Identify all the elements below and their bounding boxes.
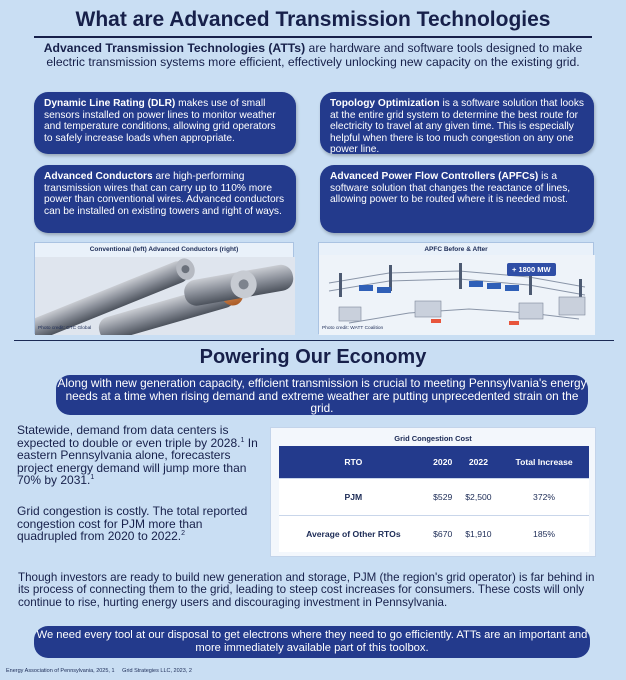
table-cell: PJM: [279, 478, 428, 515]
card-term: Topology Optimization: [330, 98, 440, 109]
mw-badge: + 1800 MW: [507, 263, 556, 276]
table-cell: $529: [428, 478, 458, 515]
card-term: Advanced Conductors: [44, 171, 153, 182]
table-header: 2020: [428, 446, 458, 478]
card-term: Dynamic Line Rating (DLR): [44, 98, 176, 109]
footnote-ref: 2: [181, 530, 186, 537]
photo-credit: Photo credit: CTC Global: [38, 326, 92, 331]
table-row: [279, 515, 589, 552]
conductor-photo: [34, 242, 294, 334]
economy-banner: Along with new generation capacity, efficient transmission is crucial to meeting Pennsylvania's energy needs at a time when rising demand and extreme weather are putting unprecedented strain on the grid.: [57, 376, 587, 416]
table-cell: $670: [428, 515, 458, 552]
page-title: What are Advanced Transmission Technologies: [75, 8, 551, 31]
card-topology-optimization: [320, 92, 594, 154]
table-header: 2022: [458, 446, 499, 478]
intro-paragraph: [40, 42, 586, 69]
card-text: are high-performing transmission wires that can carry up to 110% more power than conventional wires. Advanced conductors can be installed on existing towers and right of ways.: [44, 171, 285, 217]
table-cell: 185%: [499, 515, 589, 552]
table-header-row: [279, 446, 589, 478]
table-header: Total Increase: [499, 446, 589, 478]
footnote-ref: 1: [90, 474, 95, 481]
table-row: [279, 478, 589, 515]
demand-paragraph: [17, 424, 259, 487]
table-header: RTO: [279, 446, 428, 478]
card-text: is a software solution that changes the reactance of lines, allowing power to be routed where it is needed most.: [330, 171, 571, 206]
congestion-text: Grid congestion is costly. The total reported congestion cost for PJM more than quadrupled from 2020 to 2022.: [17, 504, 248, 543]
photo-caption: Conventional (left) Advanced Conductors (right): [89, 246, 239, 253]
congestion-paragraph: [17, 505, 259, 543]
intro-text: are hardware and software tools designed to make electric transmission systems more efficient, effectively unlocking new capacity on the existing grid.: [46, 41, 583, 69]
section-title: Powering Our Economy: [199, 346, 427, 368]
card-term: Advanced Power Flow Controllers (APFCs): [330, 171, 539, 182]
intro-term: Advanced Transmission Technologies (ATTs): [43, 41, 306, 55]
title-divider: [34, 36, 592, 38]
photo-caption: APFC Before & After: [424, 246, 488, 253]
card-apfc: [320, 165, 594, 233]
table-title: Grid Congestion Cost: [394, 434, 472, 443]
table-cell: $1,910: [458, 515, 499, 552]
photo-credit: Photo credit: WATT Coalition: [322, 326, 384, 331]
footnotes: Energy Association of Pennsylvania, 2025, 1 Grid Strategies LLC, 2023, 2: [6, 668, 192, 674]
table-cell: $2,500: [458, 478, 499, 515]
closing-banner: We need every tool at our disposal to get electrons where they need to go efficiently. ATTs are an important and more immediately available part of this toolbox.: [34, 626, 590, 658]
investors-paragraph: Though investors are ready to build new generation and storage, PJM (the region's grid operator) is far behind in its process of connecting them to the grid, leading to steep cost increases for consumers. These costs will only continue to rise, hurting energy users and discouraging investment in Pennsylvania.: [18, 571, 595, 609]
grid-illustration: [319, 243, 595, 335]
conductor-illustration: [35, 243, 295, 335]
demand-text: Statewide, demand from data centers is expected to double or even triple by 2028.: [17, 423, 241, 450]
card-text: makes use of small sensors installed on power lines to monitor weather and temperature conditions, allowing grid operators to safely increase loads when appropriate.: [44, 98, 276, 144]
apfc-diagram: [318, 242, 594, 334]
card-advanced-conductors: [34, 165, 296, 233]
table-cell: 372%: [499, 478, 589, 515]
footnote-ref: 1: [240, 436, 245, 444]
section-divider: [14, 340, 614, 341]
congestion-cost-table-card: [270, 427, 596, 557]
congestion-cost-table: [279, 446, 589, 552]
card-text: is a software solution that looks at the entire grid system to determine the best route for electricity to travel at any given time. This is especially helpful when there is too much congestion on any one power line.: [330, 98, 585, 156]
card-dlr: [34, 92, 296, 154]
demand-text-b: In eastern Pennsylvania alone, forecasters project energy demand will jump more than 70% by 2031.: [17, 435, 258, 487]
table-cell: Average of Other RTOs: [279, 515, 428, 552]
